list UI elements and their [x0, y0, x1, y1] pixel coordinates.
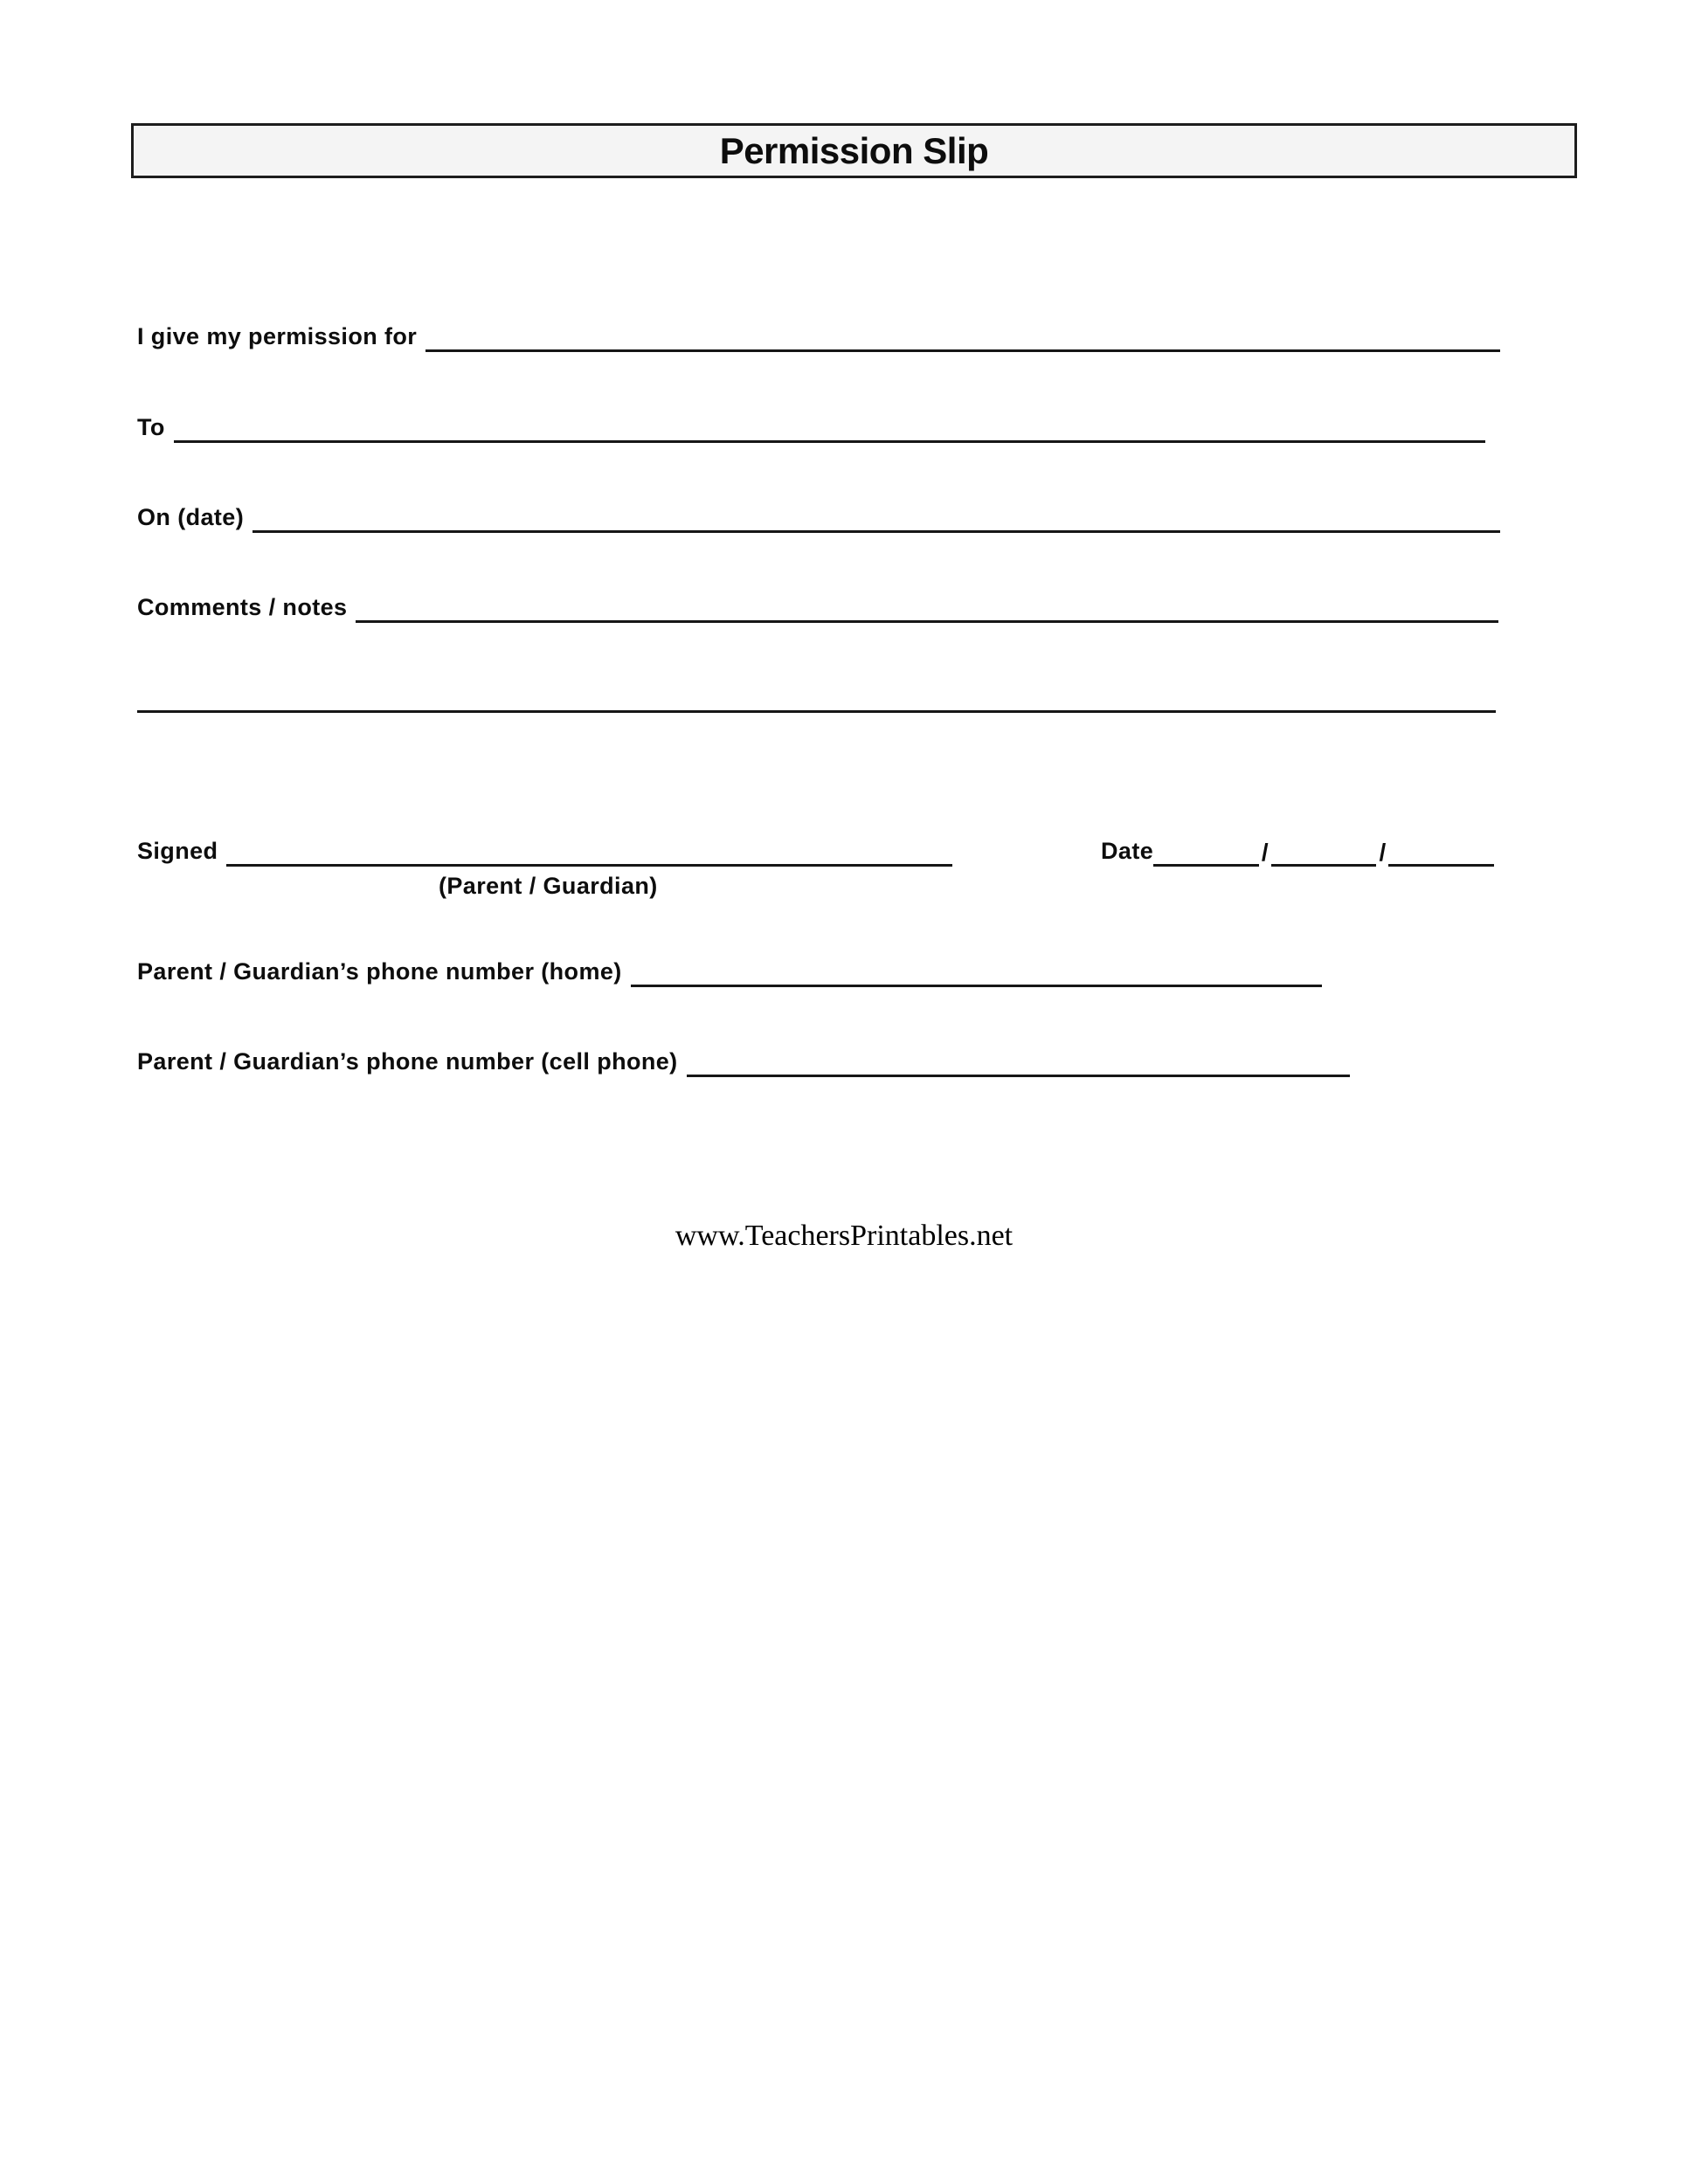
on-date-write-in-line — [253, 518, 1500, 533]
to-label: To — [137, 414, 165, 441]
on-date-row — [137, 496, 1500, 533]
to-row — [137, 406, 1485, 443]
phone-cell-write-in-line — [687, 1062, 1350, 1077]
permission-for-label: I give my permission for — [137, 323, 418, 350]
permission-for-row — [137, 315, 1500, 352]
signed-label: Signed — [137, 838, 218, 865]
date-month-write-in-line — [1153, 852, 1259, 867]
date-label: Date — [1101, 838, 1154, 865]
date-row — [1101, 830, 1494, 867]
comments-write-in-line — [356, 608, 1498, 623]
permission-for-write-in-line — [425, 337, 1500, 352]
date-slash: / — [1261, 838, 1269, 866]
date-slash: / — [1379, 838, 1387, 866]
form-title-bar — [131, 123, 1577, 178]
phone-home-write-in-line — [631, 972, 1322, 987]
phone-cell-row — [137, 1040, 1350, 1077]
phone-home-row — [137, 950, 1322, 987]
website-footer: www.TeachersPrintables.net — [675, 1220, 1013, 1252]
parent-guardian-sublabel: (Parent / Guardian) — [439, 873, 658, 899]
comments-continuation-line — [137, 674, 1496, 713]
form-title: Permission Slip — [719, 129, 989, 171]
on-date-label: On (date) — [137, 504, 245, 531]
comments-row — [137, 586, 1498, 623]
phone-home-label: Parent / Guardian’s phone number (home) — [137, 958, 622, 985]
to-write-in-line — [174, 428, 1485, 443]
signature-write-in-line — [226, 852, 952, 867]
signed-row — [137, 830, 952, 867]
date-year-write-in-line — [1388, 852, 1494, 867]
date-day-write-in-line — [1271, 852, 1377, 867]
phone-cell-label: Parent / Guardian’s phone number (cell phone) — [137, 1048, 678, 1075]
comments-label: Comments / notes — [137, 594, 348, 621]
